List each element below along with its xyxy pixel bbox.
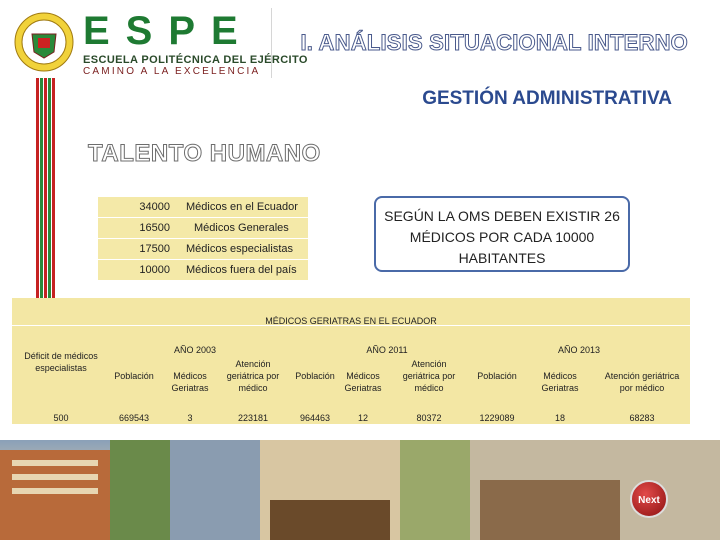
geriatric-table-title: MÉDICOS GERIATRAS EN EL ECUADOR	[265, 316, 437, 326]
divider	[12, 325, 690, 326]
campus-photo-strip	[0, 440, 720, 540]
decor-stripe	[36, 78, 39, 298]
brand-line-1: ESCUELA POLITÉCNICA DEL EJÉRCITO	[83, 54, 308, 66]
value-atencion: 68283	[629, 413, 655, 423]
year-2003-header: AÑO 2003	[173, 345, 217, 355]
decor-stripe	[44, 78, 47, 298]
flags-shape	[110, 440, 170, 540]
value-atencion: 223181	[237, 413, 269, 423]
page-title: I. ANÁLISIS SITUACIONAL INTERNO	[300, 30, 688, 55]
col-poblacion: Población	[477, 371, 517, 381]
stat-value: 10000	[139, 264, 170, 276]
sky-shape	[170, 440, 260, 540]
brand-line-2: CAMINO A LA EXCELENCIA	[83, 66, 261, 77]
field-shape	[400, 440, 470, 540]
table-row	[98, 197, 308, 218]
year-2011-header: AÑO 2011	[366, 345, 408, 355]
value-poblacion: 669543	[118, 413, 150, 423]
decor-stripe	[48, 78, 51, 298]
value-medicos: 3	[187, 413, 193, 423]
stat-value: 34000	[139, 201, 170, 213]
decor-stripe	[52, 78, 55, 298]
campus-facade-shape	[480, 480, 620, 540]
stats-table	[98, 197, 308, 281]
value-medicos: 18	[554, 413, 565, 423]
col-poblacion: Población	[114, 371, 154, 381]
oms-note-box: SEGÚN LA OMS DEBEN EXISTIR 26 MÉDICOS POR CADA 10000 HABITANTES	[374, 196, 630, 272]
col-poblacion: Población	[295, 371, 335, 381]
desks-shape	[270, 500, 390, 540]
value-poblacion: 964463	[299, 413, 331, 423]
year-2013-header: AÑO 2013	[557, 345, 601, 355]
table-row	[98, 260, 308, 281]
value-atencion: 80372	[416, 413, 442, 423]
brand-name: ESPE	[83, 9, 254, 53]
value-poblacion: 1229089	[479, 413, 515, 423]
table-row	[98, 218, 308, 239]
col-atencion: Atención geriátrica por médico	[402, 359, 456, 393]
building-window-row	[12, 460, 98, 466]
next-button[interactable]: Next	[630, 480, 668, 518]
col-medicos: Médicos Geriatras	[171, 371, 209, 393]
decor-stripe	[40, 78, 43, 298]
value-medicos: 12	[357, 413, 368, 423]
stat-label: Médicos Generales	[194, 222, 289, 234]
building-window-row	[12, 474, 98, 480]
deficit-header: Déficit de médicos especialistas	[24, 351, 98, 373]
stat-label: Médicos en el Ecuador	[186, 201, 298, 213]
section-title: TALENTO HUMANO	[88, 140, 321, 167]
table-row	[98, 239, 308, 260]
espe-seal-icon	[14, 12, 74, 72]
stat-label: Médicos fuera del país	[186, 264, 297, 276]
page-subtitle: GESTIÓN ADMINISTRATIVA	[422, 88, 672, 109]
col-medicos: Médicos Geriatras	[344, 371, 382, 393]
deficit-value: 500	[53, 413, 69, 423]
stat-value: 17500	[139, 243, 170, 255]
col-atencion: Atención geriátrica por médico	[226, 359, 280, 393]
col-atencion: Atención geriátrica por médico	[604, 371, 680, 393]
building-window-row	[12, 488, 98, 494]
stat-value: 16500	[139, 222, 170, 234]
col-medicos: Médicos Geriatras	[541, 371, 579, 393]
stat-label: Médicos especialistas	[186, 243, 293, 255]
geriatric-table	[12, 298, 690, 424]
